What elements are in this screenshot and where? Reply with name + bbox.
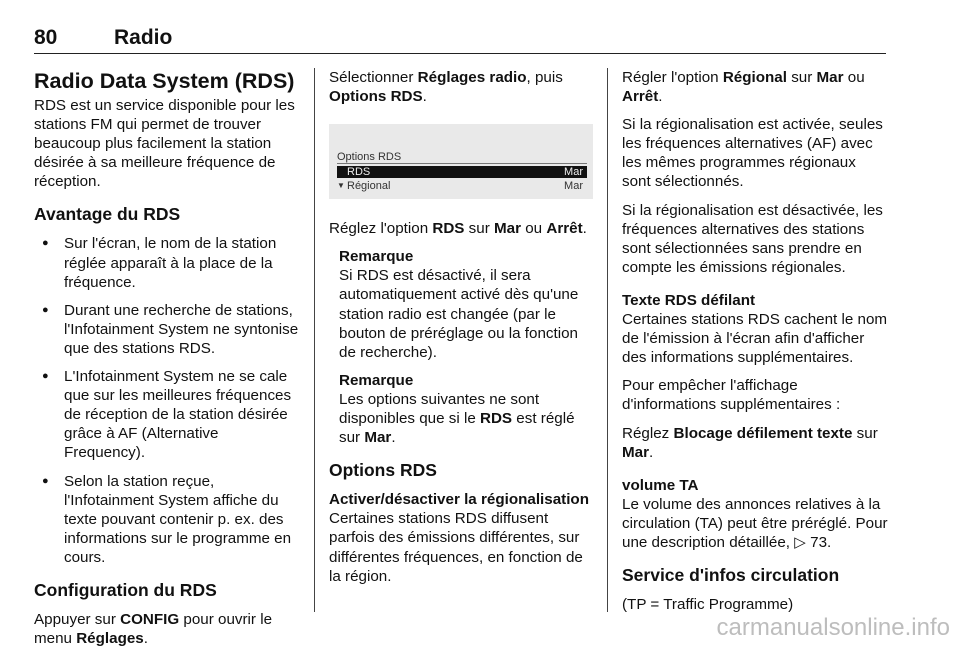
settings-menu-name: Réglages — [76, 630, 144, 648]
note-text: Si RDS est désactivé, il sera automatiquement activé dès qu'une station radio est changée (par le bouton de préréglage ou la fonction de recherche). — [339, 267, 579, 361]
off-value: Arrêt — [546, 220, 583, 238]
text-run: . — [143, 630, 148, 648]
text-run: Réglez l'option — [329, 220, 433, 238]
options-heading: Options RDS — [329, 460, 437, 481]
radio-settings-name: Réglages radio — [417, 69, 527, 86]
page-reference-icon: ▷ — [794, 533, 806, 551]
text-run: Appuyer sur — [34, 610, 121, 628]
rds-title: Radio Data System (RDS) — [34, 69, 295, 93]
text-run: pour ouvrir le menu — [34, 610, 273, 648]
rds-options-name: Options RDS — [329, 88, 423, 106]
column-1 — [34, 68, 300, 657]
scroll-prevent-text: Pour empêcher l'affichage d'informations supplémentaires : — [622, 377, 841, 414]
text-run: Les options suivantes ne sont disponibles que si le — [339, 390, 540, 428]
regional-off-text: Si la régionalisation est désactivée, les fréquences alternatives des stations sont sélectionnées sans prendre en compte les émissions régionales. — [622, 201, 883, 276]
note-2 — [329, 371, 593, 447]
text-run: . — [391, 429, 396, 447]
header-rule — [34, 53, 886, 55]
scroll-set-text — [622, 424, 888, 462]
scroll-block-option-name: Blocage défilement texte — [673, 424, 853, 442]
rds-options-screen-image — [329, 124, 593, 199]
text-run: Le volume des annonces relatives à la circulation (TA) peut être préréglé. Pour une description détaillée, — [622, 495, 888, 551]
screen-menu — [337, 151, 587, 198]
text-run: ou — [521, 220, 547, 238]
scroll-text-heading: Texte RDS défilant — [622, 291, 756, 309]
text-run: . — [422, 88, 427, 106]
column-divider-1 — [314, 68, 315, 612]
page-number: 80 — [34, 26, 58, 49]
text-run: . — [658, 88, 663, 106]
text-run: sur — [852, 424, 878, 442]
screen-row-rds — [337, 166, 587, 178]
text-run: ou — [843, 69, 865, 86]
screen-row-regional — [337, 180, 587, 192]
screen-row-label: Régional — [347, 180, 391, 193]
text-run: . — [649, 443, 654, 461]
rds-intro: RDS est un service disponible pour les stations FM qui permet de trouver beaucoup plus facilement la station désirée à sa meilleure fréquence de réception. — [34, 97, 295, 191]
screen-rule — [337, 163, 587, 164]
screen-title: Options RDS — [337, 151, 402, 164]
traffic-service-heading: Service d'infos circulation — [622, 565, 840, 586]
scroll-text-desc: Certaines stations RDS cachent le nom de l'émission à l'écran afin d'afficher des informations supplémentaires. — [622, 311, 888, 367]
text-run: Sélectionner — [329, 69, 418, 86]
on-value: Mar — [364, 429, 392, 447]
screen-row-label: RDS — [347, 166, 371, 179]
watermark: carmanualsonline.info — [716, 614, 950, 641]
text-run: sur — [786, 69, 817, 86]
note-title: Remarque — [339, 248, 414, 266]
config-key: CONFIG — [120, 610, 180, 628]
list-item: ● L'Infotainment System ne se cale que sur les meilleures fréquences de réception de la station désirée grâce à AF (Alternative Frequency). — [34, 367, 300, 462]
text-run: sur — [464, 220, 494, 238]
screen-row-value: Mar — [564, 166, 583, 179]
on-value: Mar — [816, 69, 844, 86]
regional-option-name: Régional — [722, 69, 787, 86]
regional-on-text: Si la régionalisation est activée, seules les fréquences alternatives (AF) avec les mêmes programmes régionaux sont sélectionnés. — [622, 116, 883, 191]
text-run: Réglez — [622, 424, 674, 442]
select-text — [329, 68, 593, 106]
off-value: Arrêt — [622, 88, 659, 106]
text-run: est réglé sur — [339, 410, 575, 447]
down-arrow-icon: ▼ — [337, 181, 345, 191]
screen-row-value: Mar — [564, 180, 583, 193]
note-text — [339, 390, 593, 447]
list-item: ● Durant une recherche de stations, l'Infotainment System ne syntonise que des stations RDS. — [34, 301, 300, 358]
column-2 — [329, 68, 593, 595]
rds-option-name: RDS — [480, 410, 513, 428]
config-heading: Configuration du RDS — [34, 579, 217, 600]
list-item: ● Selon la station reçue, l'Infotainment System affiche du texte pouvant contenir p. ex. des informations sur le programme en cours. — [34, 472, 300, 567]
text-run: , puis — [526, 69, 563, 86]
column-divider-2 — [607, 68, 608, 612]
advantage-list — [34, 234, 300, 567]
advantage-heading: Avantage du RDS — [34, 204, 181, 225]
regional-text: Certaines stations RDS diffusent parfois des émissions différentes, sur différentes fréquences, en fonction de la région. — [329, 510, 583, 585]
set-regional-text — [622, 68, 888, 106]
column-3 — [622, 68, 888, 623]
regional-heading: Activer/désactiver la régionalisation — [329, 491, 589, 509]
on-value: Mar — [622, 443, 650, 461]
page-reference: 73. — [805, 533, 832, 551]
set-rds-text — [329, 219, 593, 238]
list-item: ● Sur l'écran, le nom de la station réglée apparaît à la place de la fréquence. — [34, 234, 300, 291]
text-run: Régler l'option — [622, 69, 723, 86]
ta-volume-text — [622, 495, 888, 552]
note-1 — [329, 247, 593, 362]
section-title: Radio — [114, 26, 173, 49]
ta-volume-heading: volume TA — [622, 476, 699, 494]
text-run: . — [582, 220, 587, 238]
note-title: Remarque — [339, 371, 414, 389]
page-header — [34, 22, 886, 54]
traffic-service-text: (TP = Traffic Programme) — [622, 596, 794, 614]
rds-option-name: RDS — [432, 220, 465, 238]
on-value: Mar — [494, 220, 522, 238]
